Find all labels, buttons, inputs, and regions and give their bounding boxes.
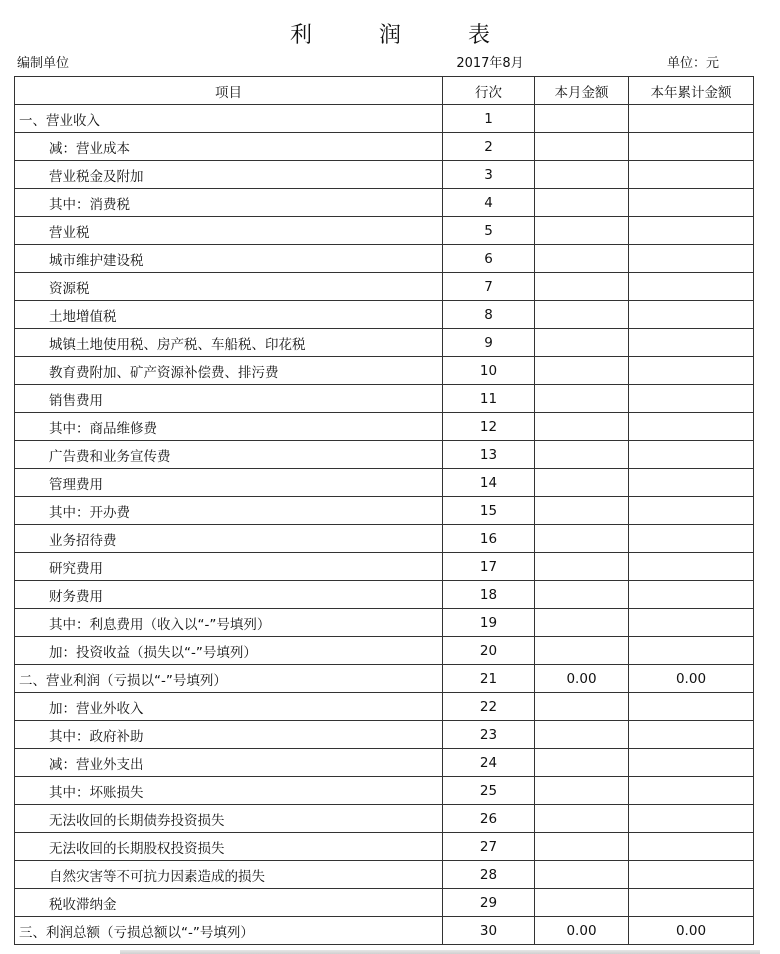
row-ytd[interactable]: [629, 553, 754, 581]
row-this-month[interactable]: [535, 105, 629, 133]
table-row: [15, 553, 754, 581]
row-ytd[interactable]: [629, 329, 754, 357]
table-row: [15, 497, 754, 525]
table-row: [15, 469, 754, 497]
table-row: [15, 273, 754, 301]
row-label: 其中：消费税: [15, 189, 443, 217]
row-line-no: 16: [443, 525, 535, 553]
row-this-month[interactable]: [535, 329, 629, 357]
row-this-month[interactable]: [535, 189, 629, 217]
row-label: 二、营业利润（亏损以“-”号填列）: [15, 665, 443, 693]
row-ytd[interactable]: [629, 525, 754, 553]
table-row: [15, 693, 754, 721]
row-line-no: 13: [443, 441, 535, 469]
row-this-month[interactable]: [535, 553, 629, 581]
row-label: 土地增值税: [15, 301, 443, 329]
row-label: 销售费用: [15, 385, 443, 413]
row-this-month[interactable]: [535, 777, 629, 805]
row-ytd[interactable]: [629, 721, 754, 749]
row-ytd[interactable]: [629, 581, 754, 609]
table-row: [15, 133, 754, 161]
row-label: 自然灾害等不可抗力因素造成的损失: [15, 861, 443, 889]
table-row: [15, 917, 754, 945]
table-row: [15, 749, 754, 777]
row-line-no: 14: [443, 469, 535, 497]
table-row: [15, 889, 754, 917]
row-line-no: 26: [443, 805, 535, 833]
row-line-no: 27: [443, 833, 535, 861]
row-line-no: 1: [443, 105, 535, 133]
table-row: [15, 189, 754, 217]
report-title: 利 润 表: [290, 23, 520, 48]
row-this-month[interactable]: [535, 721, 629, 749]
row-ytd[interactable]: [629, 217, 754, 245]
row-ytd[interactable]: [629, 609, 754, 637]
report-period: 2017年8月: [456, 56, 524, 71]
row-this-month[interactable]: [535, 805, 629, 833]
row-label: 财务费用: [15, 581, 443, 609]
row-label: 其中：商品维修费: [15, 413, 443, 441]
table-row: [15, 441, 754, 469]
table-row: [15, 805, 754, 833]
row-ytd[interactable]: [629, 749, 754, 777]
row-this-month[interactable]: [535, 525, 629, 553]
row-label: 减：营业外支出: [15, 749, 443, 777]
row-label: 其中：利息费用（收入以“-”号填列）: [15, 609, 443, 637]
row-line-no: 15: [443, 497, 535, 525]
row-label: 减：营业成本: [15, 133, 443, 161]
row-this-month[interactable]: [535, 301, 629, 329]
row-line-no: 18: [443, 581, 535, 609]
row-label: 营业税金及附加: [15, 161, 443, 189]
table-row: [15, 861, 754, 889]
row-this-month[interactable]: [535, 133, 629, 161]
row-line-no: 12: [443, 413, 535, 441]
row-this-month[interactable]: [535, 581, 629, 609]
row-label: 其中：坏账损失: [15, 777, 443, 805]
horizontal-scrollbar[interactable]: [120, 950, 760, 954]
row-label: 广告费和业务宣传费: [15, 441, 443, 469]
row-this-month[interactable]: 0.00: [535, 917, 629, 945]
row-line-no: 21: [443, 665, 535, 693]
row-ytd[interactable]: [629, 469, 754, 497]
table-row: [15, 525, 754, 553]
row-ytd[interactable]: [629, 105, 754, 133]
row-label: 教育费附加、矿产资源补偿费、排污费: [15, 357, 443, 385]
row-ytd[interactable]: [629, 413, 754, 441]
row-this-month[interactable]: [535, 441, 629, 469]
row-line-no: 2: [443, 133, 535, 161]
row-line-no: 20: [443, 637, 535, 665]
row-label: 一、营业收入: [15, 105, 443, 133]
row-line-no: 24: [443, 749, 535, 777]
row-line-no: 25: [443, 777, 535, 805]
table-row: [15, 329, 754, 357]
row-line-no: 5: [443, 217, 535, 245]
row-ytd[interactable]: [629, 301, 754, 329]
row-this-month[interactable]: [535, 217, 629, 245]
header-line-no: 行次: [443, 77, 535, 105]
row-label: 加：投资收益（损失以“-”号填列）: [15, 637, 443, 665]
header-item: 项目: [15, 77, 443, 105]
row-label: 加：营业外收入: [15, 693, 443, 721]
row-label: 无法收回的长期债券投资损失: [15, 805, 443, 833]
table-row: [15, 777, 754, 805]
row-line-no: 30: [443, 917, 535, 945]
row-this-month[interactable]: [535, 749, 629, 777]
row-this-month[interactable]: [535, 245, 629, 273]
row-label: 营业税: [15, 217, 443, 245]
row-ytd[interactable]: 0.00: [629, 665, 754, 693]
row-ytd[interactable]: [629, 889, 754, 917]
row-this-month[interactable]: [535, 273, 629, 301]
row-this-month[interactable]: [535, 889, 629, 917]
row-label: 其中：开办费: [15, 497, 443, 525]
row-ytd[interactable]: [629, 133, 754, 161]
row-line-no: 4: [443, 189, 535, 217]
row-line-no: 17: [443, 553, 535, 581]
table-row: [15, 413, 754, 441]
row-label: 业务招待费: [15, 525, 443, 553]
row-line-no: 22: [443, 693, 535, 721]
header-ytd: 本年累计金额: [629, 77, 754, 105]
row-this-month[interactable]: [535, 385, 629, 413]
row-this-month[interactable]: 0.00: [535, 665, 629, 693]
table-row: [15, 665, 754, 693]
table-row: [15, 385, 754, 413]
row-line-no: 7: [443, 273, 535, 301]
row-this-month[interactable]: [535, 357, 629, 385]
row-this-month[interactable]: [535, 497, 629, 525]
row-line-no: 19: [443, 609, 535, 637]
header-row: [15, 77, 754, 105]
row-label: 税收滞纳金: [15, 889, 443, 917]
row-ytd[interactable]: [629, 189, 754, 217]
table-row: [15, 833, 754, 861]
row-ytd[interactable]: [629, 497, 754, 525]
row-label: 研究费用: [15, 553, 443, 581]
row-ytd[interactable]: [629, 833, 754, 861]
row-this-month[interactable]: [535, 413, 629, 441]
row-line-no: 11: [443, 385, 535, 413]
row-ytd[interactable]: [629, 693, 754, 721]
row-line-no: 29: [443, 889, 535, 917]
row-this-month[interactable]: [535, 161, 629, 189]
row-label: 资源税: [15, 273, 443, 301]
row-this-month[interactable]: [535, 609, 629, 637]
table-row: [15, 721, 754, 749]
row-ytd[interactable]: [629, 777, 754, 805]
row-label: 无法收回的长期股权投资损失: [15, 833, 443, 861]
row-this-month[interactable]: [535, 637, 629, 665]
table-row: [15, 161, 754, 189]
table-row: [15, 581, 754, 609]
currency-unit: 单位：元: [666, 56, 719, 71]
row-ytd[interactable]: [629, 273, 754, 301]
row-label: 管理费用: [15, 469, 443, 497]
table-row: [15, 217, 754, 245]
table-row: [15, 357, 754, 385]
row-line-no: 9: [443, 329, 535, 357]
row-ytd[interactable]: [629, 245, 754, 273]
row-ytd[interactable]: [629, 385, 754, 413]
row-label: 其中：政府补助: [15, 721, 443, 749]
income-statement-table: [14, 76, 754, 945]
row-line-no: 6: [443, 245, 535, 273]
table-row: [15, 609, 754, 637]
row-line-no: 8: [443, 301, 535, 329]
row-this-month[interactable]: [535, 833, 629, 861]
row-label: 三、利润总额（亏损总额以“-”号填列）: [15, 917, 443, 945]
row-this-month[interactable]: [535, 469, 629, 497]
table-row: [15, 301, 754, 329]
row-line-no: 3: [443, 161, 535, 189]
row-ytd[interactable]: [629, 861, 754, 889]
row-ytd[interactable]: [629, 357, 754, 385]
row-this-month[interactable]: [535, 693, 629, 721]
table-row: [15, 245, 754, 273]
row-ytd[interactable]: [629, 637, 754, 665]
company-label: 编制单位: [17, 56, 70, 71]
row-line-no: 28: [443, 861, 535, 889]
row-ytd[interactable]: [629, 161, 754, 189]
row-ytd[interactable]: 0.00: [629, 917, 754, 945]
row-line-no: 10: [443, 357, 535, 385]
table-row: [15, 637, 754, 665]
row-label: 城镇土地使用税、房产税、车船税、印花税: [15, 329, 443, 357]
row-label: 城市维护建设税: [15, 245, 443, 273]
row-ytd[interactable]: [629, 805, 754, 833]
header-this-month: 本月金额: [535, 77, 629, 105]
row-ytd[interactable]: [629, 441, 754, 469]
table-row: [15, 105, 754, 133]
row-line-no: 23: [443, 721, 535, 749]
row-this-month[interactable]: [535, 861, 629, 889]
